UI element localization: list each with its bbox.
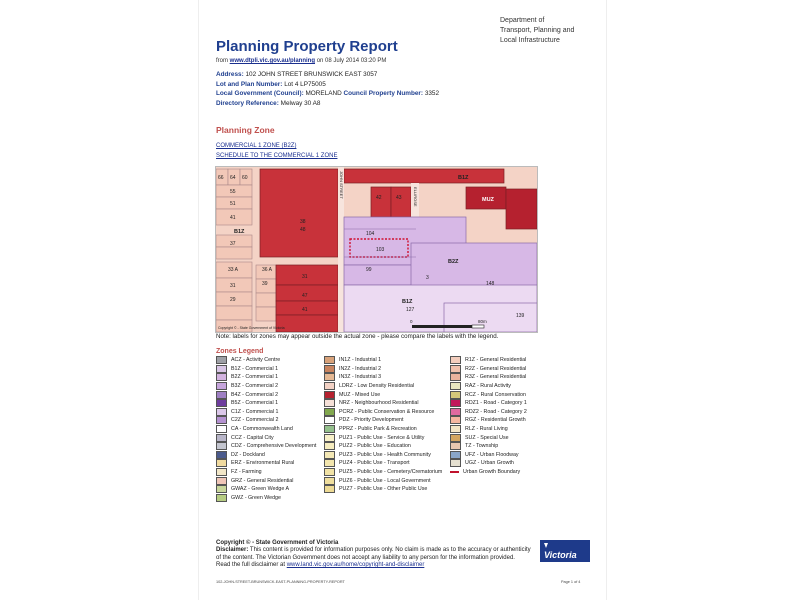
- legend-item: UFZ - Urban Floodway: [450, 451, 527, 460]
- legend-item: RAZ - Rural Activity: [450, 382, 527, 391]
- legend-swatch: [216, 494, 227, 502]
- legend-item: B4Z - Commercial 2: [216, 390, 316, 399]
- legend-item: GWZ - Green Wedge: [216, 494, 316, 503]
- map-lot-label: 55: [230, 189, 236, 195]
- legend-item: B1Z - Commercial 1: [216, 365, 316, 374]
- legend-item: UGZ - Urban Growth: [450, 459, 527, 468]
- legend-item: C1Z - Commercial 1: [216, 408, 316, 417]
- map-zone-label: B1Z: [234, 229, 245, 235]
- map-lot-label: 31: [230, 283, 236, 289]
- legend-swatch: [324, 356, 335, 364]
- council-number-value: 3352: [424, 90, 440, 98]
- legend-item: GRZ - General Residential: [216, 476, 316, 485]
- legend-swatch: [324, 468, 335, 476]
- legend-item: CCZ - Capital City: [216, 433, 316, 442]
- map-lot-label: 127: [406, 307, 415, 313]
- map-zone-label: B1Z: [458, 175, 469, 181]
- map-lot-label: 48: [300, 227, 306, 233]
- zone-map: [215, 166, 538, 333]
- legend-item: IN2Z - Industrial 2: [324, 365, 442, 374]
- legend-swatch: [324, 373, 335, 381]
- map-zone-label: B1Z: [402, 299, 413, 305]
- property-details: Address: 102 JOHN STREET BRUNSWICK EAST 3057 Lot and Plan Number: Lot 4 LP75005 Local Government (Council): MORELAND Council Property Number: 3352 Directory Reference: Melway 30 A8: [216, 71, 440, 107]
- legend-swatch: [324, 485, 335, 493]
- legend-item: PUZ1 - Public Use - Service & Utility: [324, 433, 442, 442]
- legend-swatch: [450, 391, 461, 399]
- map-lot-label: 99: [366, 267, 372, 273]
- legend-item: Urban Growth Boundary: [450, 468, 527, 477]
- dtpli-link[interactable]: www.dtpli.vic.gov.au/planning: [229, 58, 316, 64]
- map-lot-label: 104: [366, 231, 375, 237]
- map-lot-label: 139: [516, 313, 525, 319]
- legend-swatch: [324, 365, 335, 373]
- map-lot-label: 31: [302, 274, 308, 280]
- legend-swatch: [324, 399, 335, 407]
- legend-swatch: [216, 408, 227, 416]
- legend-swatch: [216, 416, 227, 424]
- map-lot-label: 39: [262, 281, 268, 287]
- page-reference: 102-JOHN-STREET-BRUNSWICK-EAST-PLANNING-PROPERTY-REPORT: [216, 580, 345, 584]
- map-lot-label: 64: [230, 175, 236, 181]
- legend-item: PUZ6 - Public Use - Local Government: [324, 476, 442, 485]
- legend-swatch: [450, 434, 461, 442]
- zones-legend-title: Zones Legend: [216, 348, 264, 355]
- urban-growth-boundary-swatch: [450, 471, 459, 473]
- legend-item: ACZ - Activity Centre: [216, 356, 316, 365]
- page-number: Page 1 of 4: [561, 580, 581, 584]
- map-lot-label: 36 A: [262, 267, 273, 273]
- legend-swatch: [216, 485, 227, 493]
- legend-column-3: [450, 356, 527, 476]
- legend-swatch: [216, 365, 227, 373]
- map-note: Note: labels for zones may appear outside the actual zone - please compare the labels with the legend.: [216, 333, 499, 340]
- legend-item: C2Z - Commercial 2: [216, 416, 316, 425]
- legend-swatch: [324, 459, 335, 467]
- scale-start-label: 0: [410, 319, 413, 324]
- legend-swatch: [216, 477, 227, 485]
- legend-swatch: [216, 373, 227, 381]
- map-lot-label: 103: [376, 247, 385, 253]
- map-lot-label: 41: [230, 215, 236, 221]
- council-value: MORELAND: [305, 90, 342, 98]
- map-lot-label: 42: [376, 195, 382, 201]
- legend-swatch: [324, 416, 335, 424]
- disclaimer-text: This content is provided for information purposes only. No claim is made as to the accuracy or authenticity of the content. The Victorian Government does not accept any liability to any person for the information provided.: [216, 547, 531, 561]
- map-lot-label: 43: [396, 195, 402, 201]
- legend-swatch: [450, 399, 461, 407]
- legend-item: R1Z - General Residential: [450, 356, 527, 365]
- legend-swatch: [450, 425, 461, 433]
- map-lot-label: 66: [218, 175, 224, 181]
- legend-swatch: [450, 373, 461, 381]
- legend-item: FZ - Farming: [216, 468, 316, 477]
- legend-item: SUZ - Special Use: [450, 433, 527, 442]
- lot-value: Lot 4 LP75005: [284, 80, 326, 88]
- legend-swatch: [324, 434, 335, 442]
- legend-swatch: [216, 451, 227, 459]
- legend-swatch: [324, 442, 335, 450]
- map-lot-label: 3: [426, 275, 429, 281]
- scale-end-label: 80m: [478, 319, 487, 324]
- legend-item: PDZ - Priority Development: [324, 416, 442, 425]
- legend-item: IN3Z - Industrial 3: [324, 373, 442, 382]
- map-lot-label: 37: [230, 241, 236, 247]
- map-lot-label: 47: [302, 293, 308, 299]
- legend-swatch: [216, 442, 227, 450]
- legend-item: PUZ7 - Public Use - Other Public Use: [324, 485, 442, 494]
- legend-item: RCZ - Rural Conservation: [450, 390, 527, 399]
- legend-swatch: [450, 382, 461, 390]
- legend-item: DZ - Dockland: [216, 451, 316, 460]
- legend-column-2: [324, 356, 442, 494]
- legend-swatch: [216, 382, 227, 390]
- map-lot-label: 148: [486, 281, 495, 287]
- victoria-logo-icon: [540, 540, 590, 562]
- map-lot-label: 41: [302, 307, 308, 313]
- legend-swatch: [450, 365, 461, 373]
- legend-item: ERZ - Environmental Rural: [216, 459, 316, 468]
- legend-swatch: [216, 459, 227, 467]
- legend-swatch: [450, 451, 461, 459]
- legend-item: TZ - Township: [450, 442, 527, 451]
- legend-item: MUZ - Mixed Use: [324, 390, 442, 399]
- department-name: Department of Transport, Planning and Local Infrastructure: [500, 17, 575, 44]
- map-street-label: JOHN STREET: [339, 171, 344, 199]
- map-lot-label: 33 A: [228, 267, 239, 273]
- zone-link-schedule[interactable]: SCHEDULE TO THE COMMERCIAL 1 ZONE: [216, 153, 338, 159]
- legend-item: RDZ2 - Road - Category 2: [450, 408, 527, 417]
- legend-column-1: [216, 356, 316, 502]
- legend-swatch: [450, 356, 461, 364]
- victoria-logo: [540, 540, 590, 562]
- legend-item: RGZ - Residential Growth: [450, 416, 527, 425]
- legend-item: PUZ4 - Public Use - Transport: [324, 459, 442, 468]
- legend-item: PUZ5 - Public Use - Cemetery/Crematorium: [324, 468, 442, 477]
- legend-item: LDRZ - Low Density Residential: [324, 382, 442, 391]
- zone-map-svg: [216, 167, 537, 332]
- legend-item: RLZ - Rural Living: [450, 425, 527, 434]
- map-lot-label: 60: [242, 175, 248, 181]
- legend-item: IN1Z - Industrial 1: [324, 356, 442, 365]
- legend-item: B2Z - Commercial 1: [216, 373, 316, 382]
- legend-swatch: [216, 399, 227, 407]
- map-lot-label: 51: [230, 201, 236, 207]
- legend-item: PCRZ - Public Conservation & Resource: [324, 408, 442, 417]
- directory-value: Melway 30 A8: [280, 99, 321, 107]
- legend-item: B5Z - Commercial 1: [216, 399, 316, 408]
- legend-item: CDZ - Comprehensive Development: [216, 442, 316, 451]
- legend-item: PUZ2 - Public Use - Education: [324, 442, 442, 451]
- legend-swatch: [450, 459, 461, 467]
- zone-link-commercial-1[interactable]: COMMERCIAL 1 ZONE (B2Z): [216, 143, 297, 149]
- map-lot-label: 38: [300, 219, 306, 225]
- address-value: 102 JOHN STREET BRUNSWICK EAST 3057: [245, 71, 378, 78]
- legend-swatch: [324, 425, 335, 433]
- copyright-text: Copyright © - State Government of Victoria: [216, 540, 339, 546]
- map-zone-label: MUZ: [482, 197, 494, 203]
- legend-item: PUZ3 - Public Use - Health Community: [324, 451, 442, 460]
- legend-item: RDZ1 - Road - Category 1: [450, 399, 527, 408]
- legend-swatch: [216, 468, 227, 476]
- legend-swatch: [324, 382, 335, 390]
- report-title: Planning Property Report: [216, 38, 398, 55]
- legend-swatch: [324, 391, 335, 399]
- map-copyright: Copyright © - State Government of Victoria: [218, 326, 285, 330]
- legend-swatch: [324, 408, 335, 416]
- legend-swatch: [216, 434, 227, 442]
- legend-swatch: [324, 477, 335, 485]
- legend-swatch: [450, 442, 461, 450]
- map-street-label: ELLIROSE: [413, 187, 418, 207]
- legend-item: R2Z - General Residential: [450, 365, 527, 374]
- legend-swatch: [216, 391, 227, 399]
- legend-swatch: [324, 451, 335, 459]
- legend-swatch: [216, 356, 227, 364]
- svg-text:Victoria: Victoria: [544, 550, 577, 560]
- legend-item: CA - Commonwealth Land: [216, 425, 316, 434]
- legend-item: B3Z - Commercial 2: [216, 382, 316, 391]
- legend-swatch: [450, 416, 461, 424]
- report-source: from www.dtpli.vic.gov.au/planning on 08 July 2014 03:20 PM: [216, 58, 387, 64]
- legend-swatch: [216, 425, 227, 433]
- map-lot-label: 29: [230, 297, 236, 303]
- legend-item: GWAZ - Green Wedge A: [216, 485, 316, 494]
- legend-item: R3Z - General Residential: [450, 373, 527, 382]
- legend-item: NRZ - Neighbourhood Residential: [324, 399, 442, 408]
- legend-item: PPRZ - Public Park & Recreation: [324, 425, 442, 434]
- map-zone-label: B2Z: [448, 259, 459, 265]
- disclaimer-block: Copyright © - State Government of Victoria Disclaimer: This content is provided for information purposes only. No claim is made as to the accuracy or authenticity of the content. The Victorian Government does not accept any liability to any person for the information provided. Read the full disclaimer at www.land.vic.gov.au/home/copyright-and-disclaimer: [216, 540, 531, 569]
- planning-zone-heading: Planning Zone: [216, 125, 275, 135]
- legend-swatch: [450, 408, 461, 416]
- disclaimer-link[interactable]: www.land.vic.gov.au/home/copyright-and-disclaimer: [286, 562, 425, 569]
